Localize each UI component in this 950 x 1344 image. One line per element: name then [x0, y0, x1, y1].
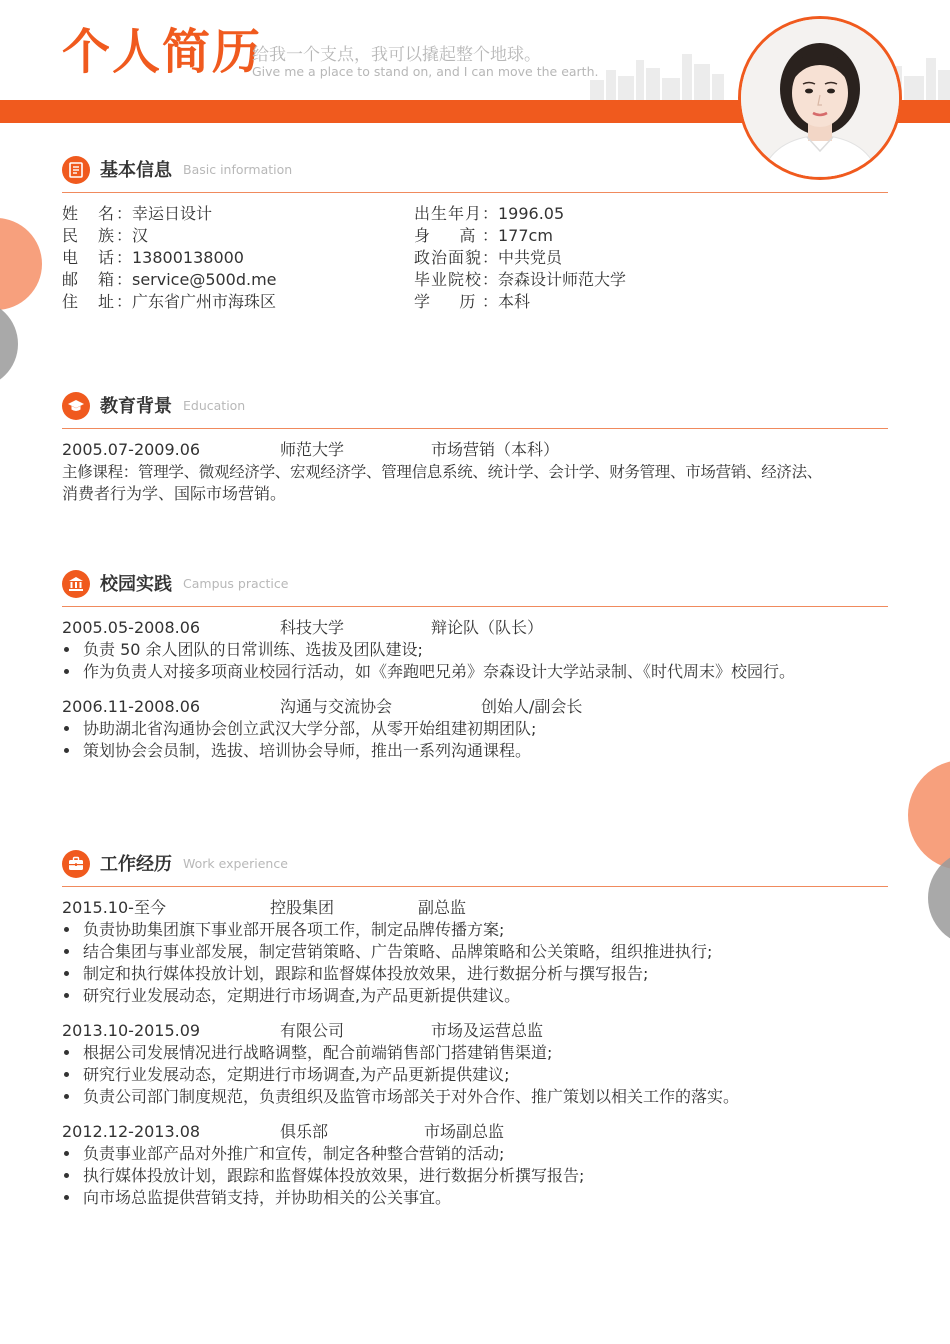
- info-row-height: 身 高：177cm: [414, 226, 553, 245]
- section-title-education: 教育背景: [100, 396, 172, 417]
- info-row-address: 住 址：广东省广州市海珠区: [62, 292, 277, 311]
- work-entry-date: 2012.12-2013.08: [62, 1122, 201, 1141]
- info-row-political: 政治面貌：中共党员: [414, 248, 563, 267]
- education-date: 2005.07-2009.06: [62, 440, 201, 459]
- section-header-campus: [62, 568, 888, 600]
- section-header-education: [62, 390, 888, 422]
- section-divider-education: [62, 428, 888, 429]
- decor-circle-right-orange: [908, 760, 950, 870]
- info-row-ethnicity: 民 族：汉: [62, 226, 149, 245]
- education-courses-line2: 消费者行为学、国际市场营销。: [62, 484, 287, 503]
- list-item: 负责 50 余人团队的日常训练、选拔及团队建设;: [62, 639, 423, 661]
- work-entry-org: 俱乐部: [280, 1122, 329, 1141]
- work-entry-role: 市场副总监: [424, 1122, 505, 1141]
- campus-entry-date: 2005.05-2008.06: [62, 618, 201, 637]
- slogan-chinese: 给我一个支点，我可以撬起整个地球。: [252, 45, 541, 65]
- list-item: 策划协会会员制，选拔、培训协会导师，推出一系列沟通课程。: [62, 740, 531, 762]
- section-subtitle-campus: Campus practice: [183, 576, 289, 591]
- list-item: 负责公司部门制度规范，负责组织及监管市场部关于对外合作、推广策划以相关工作的落实。: [62, 1086, 739, 1108]
- education-major: 市场营销（本科）: [431, 440, 560, 459]
- institution-building-icon: [62, 570, 90, 598]
- campus-entry-org: 沟通与交流协会: [280, 697, 393, 716]
- info-row-name: 姓 名：幸运日设计: [62, 204, 213, 223]
- section-subtitle-work: Work experience: [183, 856, 288, 871]
- section-divider-basic: [62, 192, 888, 193]
- work-entry-org: 控股集团: [270, 898, 335, 917]
- section-divider-campus: [62, 606, 888, 607]
- decor-circle-left-gray: [0, 300, 18, 388]
- campus-entry-role: 辩论队（队长）: [431, 618, 544, 637]
- list-item: 作为负责人对接多项商业校园行活动，如《奔跑吧兄弟》奈森设计大学站录制、《时代周末》校园行。: [62, 661, 795, 683]
- info-row-degree: 学 历：本科: [414, 292, 531, 311]
- list-item: 负责协助集团旗下事业部开展各项工作，制定品牌传播方案;: [62, 919, 504, 941]
- section-subtitle-education: Education: [183, 398, 246, 413]
- list-item: 结合集团与事业部发展，制定营销策略、广告策略、品牌策略和公关策略，组织推进执行;: [62, 941, 712, 963]
- list-item: 研究行业发展动态，定期进行市场调查,为产品更新提供建议;: [62, 1064, 509, 1086]
- resume-title: 个人简历: [62, 24, 263, 80]
- work-entry-role: 副总监: [418, 898, 467, 917]
- education-school: 师范大学: [280, 440, 345, 459]
- list-item: 研究行业发展动态，定期进行市场调查,为产品更新提供建议。: [62, 985, 520, 1007]
- section-header-work: [62, 848, 888, 880]
- id-card-icon: [62, 156, 90, 184]
- briefcase-icon: [62, 850, 90, 878]
- work-entry-role: 市场及运营总监: [431, 1021, 544, 1040]
- list-item: 根据公司发展情况进行战略调整，配合前端销售部门搭建销售渠道;: [62, 1042, 552, 1064]
- section-title-work: 工作经历: [100, 854, 172, 875]
- graduation-cap-icon: [62, 392, 90, 420]
- info-row-phone: 电 话：13800138000: [62, 248, 244, 267]
- campus-entry-org: 科技大学: [280, 618, 345, 637]
- education-courses-line1: 主修课程：管理学、微观经济学、宏观经济学、管理信息系统、统计学、会计学、财务管理、市场营销、经济法、: [62, 463, 823, 481]
- section-header-basic: [62, 154, 888, 186]
- info-row-school: 毕业院校：奈森设计师范大学: [414, 270, 627, 289]
- work-entry-date: 2015.10-至今: [62, 898, 166, 917]
- section-subtitle-basic: Basic information: [183, 162, 293, 177]
- section-title-basic: 基本信息: [100, 160, 172, 181]
- decor-circle-left-orange: [0, 218, 42, 310]
- list-item: 执行媒体投放计划，跟踪和监督媒体投放效果，进行数据分析撰写报告;: [62, 1165, 584, 1187]
- section-title-campus: 校园实践: [100, 574, 172, 595]
- list-item: 向市场总监提供营销支持，并协助相关的公关事宜。: [62, 1187, 451, 1209]
- list-item: 协助湖北省沟通协会创立武汉大学分部，从零开始组建初期团队;: [62, 718, 536, 740]
- list-item: 制定和执行媒体投放计划，跟踪和监督媒体投放效果，进行数据分析与撰写报告;: [62, 963, 648, 985]
- campus-entry-date: 2006.11-2008.06: [62, 697, 201, 716]
- info-row-email: 邮 箱：service@500d.me: [62, 270, 277, 289]
- campus-entry-role: 创始人/副会长: [481, 697, 583, 716]
- work-entry-date: 2013.10-2015.09: [62, 1021, 201, 1040]
- info-row-birth: 出生年月：1996.05: [414, 204, 565, 223]
- list-item: 负责事业部产品对外推广和宣传，制定各种整合营销的活动;: [62, 1143, 504, 1165]
- section-divider-work: [62, 886, 888, 887]
- slogan-english: Give me a place to stand on, and I can move the earth.: [252, 64, 599, 79]
- work-entry-org: 有限公司: [280, 1021, 345, 1040]
